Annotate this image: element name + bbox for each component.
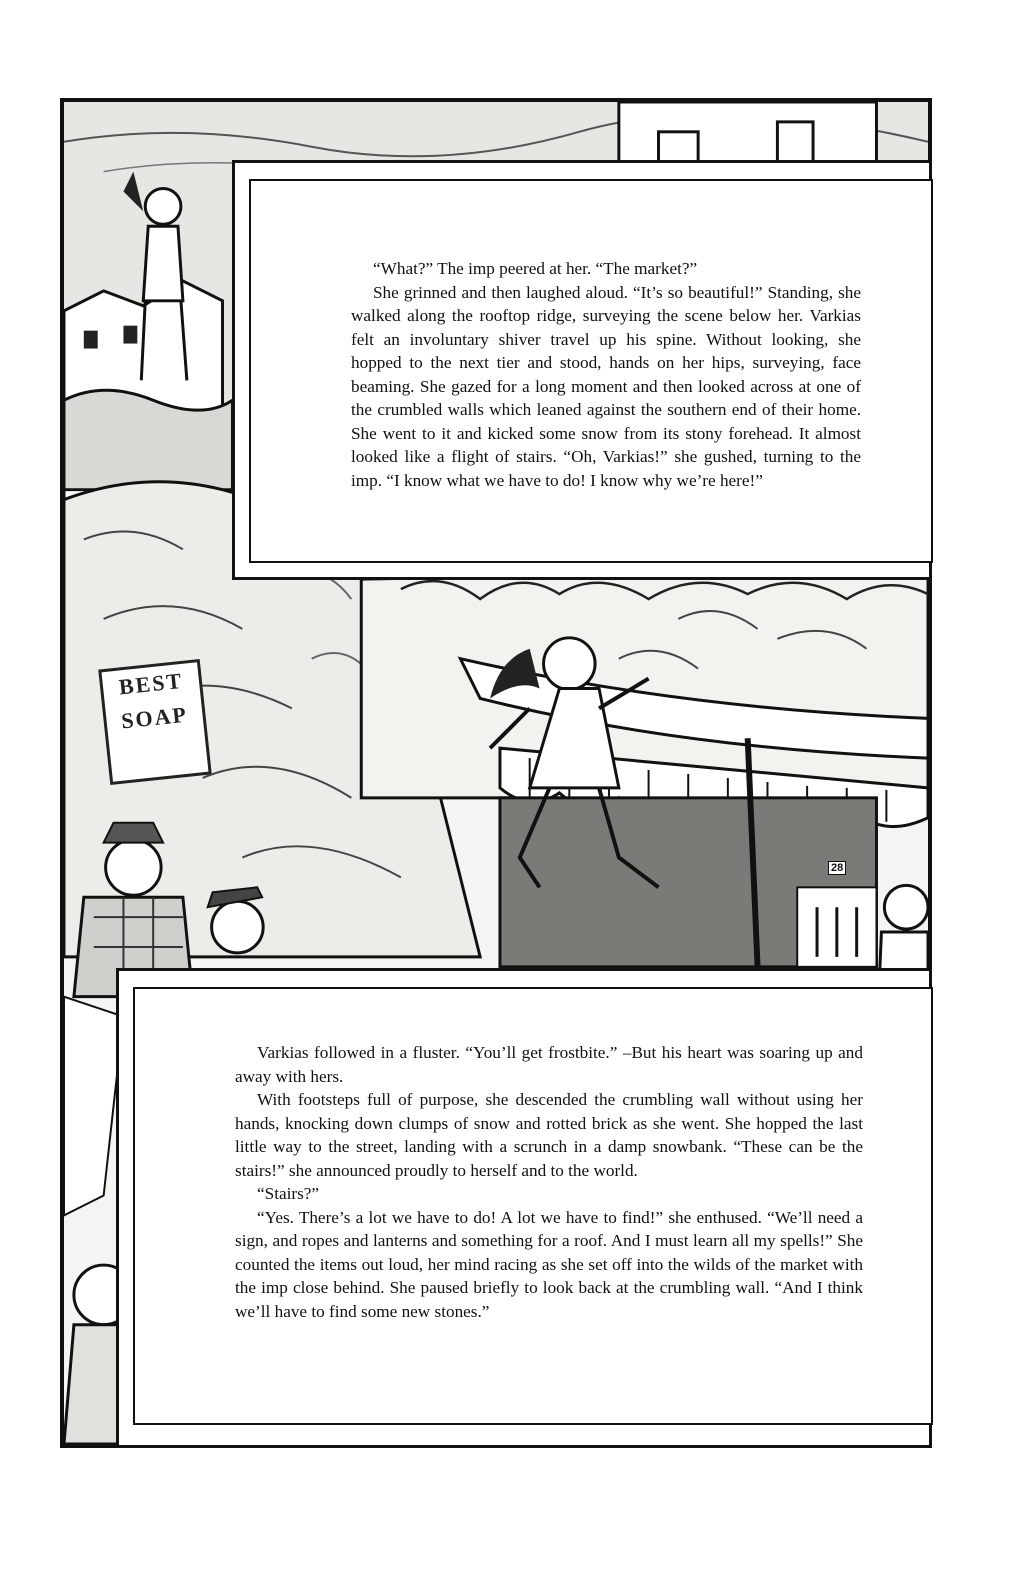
caption-bottom-paragraph: With footsteps full of purpose, she descended the crumbling wall without using her hands, knocking down clumps of snow and rotted brick as she went. She hopped the last little way to the street, landing with a scrunch in a damp snowbank. “These can be the stairs!” she announced proudly to herself and to the world. xyxy=(235,1090,863,1180)
best-soap-sign xyxy=(98,659,212,785)
caption-bottom-paragraph: Varkias followed in a fluster. “You’ll get frostbite.” –But his heart was soaring up and away with hers. xyxy=(235,1043,863,1086)
sign-line-2: SOAP xyxy=(120,701,189,734)
caption-box-bottom-inner xyxy=(133,987,933,1425)
sign-line-1: BEST xyxy=(117,667,185,700)
caption-bottom-text xyxy=(235,1041,863,1323)
caption-box-top xyxy=(232,160,932,580)
caption-top-paragraph: She grinned and then laughed aloud. “It’s so beautiful!” Standing, she walked along the rooftop ridge, surveying the scene below her. Varkias felt an involuntary shiver travel up his spine. Without looking, she hopped to the next tier and stood, hands on her hips, surveying, face beaming. She gazed for a long moment and then looked across at one of the crumbled walls which leaned against the southern end of their home. She went to it and kicked some snow from its stony forehead. It almost looked like a flight of stairs. “Oh, Varkias!” she gushed, turning to the imp. “I know what we have to do! I know why we’re here!” xyxy=(351,282,861,490)
caption-bottom-paragraph: “Stairs?” xyxy=(257,1184,320,1203)
caption-box-bottom xyxy=(116,968,932,1448)
caption-box-top-inner xyxy=(249,179,933,563)
caption-top-paragraph: “What?” The imp peered at her. “The market?” xyxy=(373,259,698,278)
caption-top-text xyxy=(351,257,861,492)
caption-bottom-paragraph: “Yes. There’s a lot we have to do! A lot we have to find!” she enthused. “We’ll need a sign, and ropes and lanterns and something for a roof. And I must learn all my spells!” She counted the items out loud, her mind racing as she set off into the wilds of the market with the imp close behind. She paused briefly to look back at the crumbling wall. “And I think we’ll have to find some new stones.” xyxy=(235,1207,863,1321)
price-tag: 28 xyxy=(828,861,846,875)
